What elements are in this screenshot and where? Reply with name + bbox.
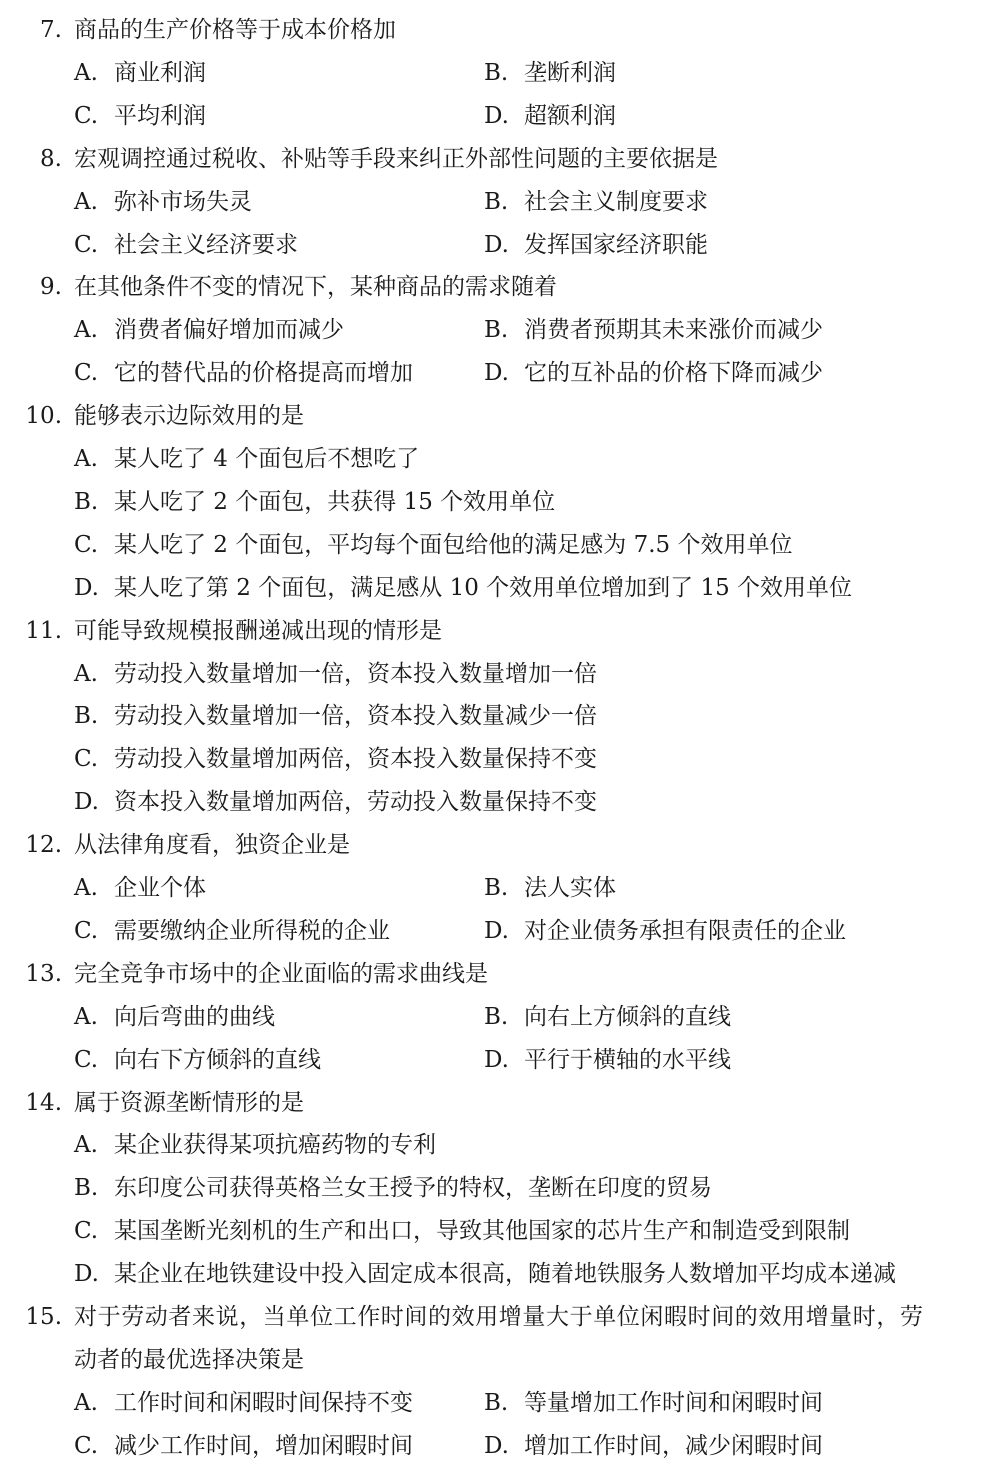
question-stem: 商品的生产价格等于成本价格加: [74, 17, 396, 43]
option-text: 工作时间和闲暇时间保持不变: [114, 1389, 413, 1416]
option-label: C.: [74, 102, 99, 129]
question-number: 10.: [25, 403, 62, 430]
option-b[interactable]: [484, 185, 708, 219]
option-c[interactable]: [74, 99, 206, 133]
option-d[interactable]: [74, 785, 597, 819]
question-stem: 完全竞争市场中的企业面临的需求曲线是: [74, 960, 488, 987]
option-label: B.: [484, 875, 509, 901]
option-text: 资本投入数量增加两倍，劳动投入数量保持不变: [114, 789, 597, 816]
option-text: 消费者偏好增加而减少: [114, 317, 344, 344]
option-text: 超额利润: [524, 102, 616, 129]
option-b[interactable]: [484, 313, 823, 347]
option-d[interactable]: [484, 356, 823, 390]
option-label: D.: [484, 1432, 509, 1459]
option-label: C.: [74, 360, 99, 387]
option-text: 消费者预期其未来涨价而减少: [524, 317, 823, 344]
option-c[interactable]: [74, 356, 413, 390]
option-text: 东印度公司获得英格兰女王授予的特权，垄断在印度的贸易: [114, 1175, 712, 1202]
option-text: 需要缴纳企业所得税的企业: [114, 917, 390, 944]
question-stem: 动者的最优选择决策是: [74, 1346, 304, 1373]
option-d[interactable]: [74, 1257, 896, 1291]
option-label: C.: [74, 231, 99, 258]
option-label: B.: [74, 703, 99, 730]
question-stem-line: [0, 957, 1000, 991]
option-b[interactable]: [74, 1171, 712, 1205]
option-label: B.: [484, 1389, 509, 1416]
option-label: A.: [74, 317, 98, 344]
question-stem-line: [0, 1086, 1000, 1120]
option-a[interactable]: [74, 185, 252, 219]
question-stem-line: [0, 828, 1000, 862]
option-label: D.: [484, 360, 509, 387]
option-label: C.: [74, 1046, 99, 1073]
question-stem: 能够表示边际效用的是: [74, 403, 304, 430]
option-label: B.: [484, 1003, 509, 1030]
question-stem-line: [0, 270, 1000, 304]
option-label: D.: [74, 1261, 99, 1288]
option-a[interactable]: [74, 313, 344, 347]
question-stem: 从法律角度看，独资企业是: [74, 832, 350, 859]
option-text: 向后弯曲的曲线: [114, 1003, 275, 1030]
option-b[interactable]: [484, 1386, 823, 1420]
option-text: 增加工作时间，减少闲暇时间: [524, 1432, 823, 1459]
option-b[interactable]: [484, 871, 616, 905]
option-a[interactable]: [74, 871, 206, 905]
option-label: D.: [484, 1046, 509, 1073]
option-text: 对企业债务承担有限责任的企业: [524, 917, 846, 944]
question-stem-line: [0, 399, 1000, 433]
option-label: A.: [74, 660, 98, 687]
option-label: A.: [74, 446, 98, 472]
option-text: 某企业在地铁建设中投入固定成本很高，随着地铁服务人数增加平均成本递减: [114, 1261, 896, 1288]
option-label: D.: [74, 789, 99, 816]
option-label: D.: [484, 917, 509, 944]
question-stem-line: [0, 1343, 1000, 1377]
option-text: 商业利润: [114, 59, 206, 86]
option-text: 企业个体: [114, 875, 206, 901]
question-number: 15.: [25, 1304, 62, 1330]
option-text: 劳动投入数量增加一倍，资本投入数量减少一倍: [114, 703, 597, 730]
option-label: D.: [484, 102, 509, 129]
question-number: 7.: [40, 17, 62, 43]
option-text: 法人实体: [524, 875, 616, 901]
option-b[interactable]: [484, 56, 616, 90]
option-label: B.: [74, 488, 99, 515]
option-text: 发挥国家经济职能: [524, 231, 708, 258]
option-label: A.: [74, 59, 98, 86]
option-label: D.: [74, 574, 99, 601]
option-label: A.: [74, 875, 98, 901]
option-label: A.: [74, 188, 98, 215]
option-label: C.: [74, 1432, 99, 1459]
question-stem-line: [0, 614, 1000, 648]
option-label: B.: [484, 59, 509, 86]
question-number: 9.: [40, 274, 62, 301]
option-text: 弥补市场失灵: [114, 188, 252, 215]
option-text: 向右下方倾斜的直线: [114, 1046, 321, 1073]
option-label: B.: [484, 317, 509, 344]
question-stem: 可能导致规模报酬递减出现的情形是: [74, 617, 442, 644]
option-text: 它的替代品的价格提高而增加: [114, 360, 413, 387]
option-label: A.: [74, 1389, 98, 1416]
option-text: 垄断利润: [524, 59, 616, 86]
option-text: 向右上方倾斜的直线: [524, 1003, 731, 1030]
option-a[interactable]: [74, 56, 206, 90]
option-c[interactable]: [74, 914, 390, 948]
option-text: 社会主义制度要求: [524, 188, 708, 215]
question-stem: 在其他条件不变的情况下，某种商品的需求随着: [74, 274, 557, 301]
question-number: 8.: [40, 145, 62, 172]
question-stem-line: [0, 13, 1000, 47]
option-c[interactable]: [74, 228, 298, 262]
option-c[interactable]: [74, 528, 792, 562]
option-c[interactable]: [74, 1043, 321, 1077]
option-text: 某人吃了 2 个面包，共获得 15 个效用单位: [114, 488, 556, 515]
option-a[interactable]: [74, 442, 419, 476]
question-number: 13.: [25, 960, 62, 987]
option-c[interactable]: [74, 1429, 413, 1463]
option-text: 社会主义经济要求: [114, 231, 298, 258]
option-d[interactable]: [484, 99, 616, 133]
option-label: B.: [74, 1175, 99, 1202]
option-text: 等量增加工作时间和闲暇时间: [524, 1389, 823, 1416]
option-text: 某国垄断光刻机的生产和出口，导致其他国家的芯片生产和制造受到限制: [114, 1218, 850, 1245]
option-b[interactable]: [74, 699, 597, 733]
option-text: 它的互补品的价格下降而减少: [524, 360, 823, 387]
question-stem-line: [0, 1300, 1000, 1334]
question-number: 11.: [25, 617, 62, 644]
option-text: 某人吃了 2 个面包，平均每个面包给他的满足感为 7.5 个效用单位: [114, 531, 793, 558]
question-number: 12.: [25, 832, 62, 859]
option-text: 减少工作时间，增加闲暇时间: [114, 1432, 413, 1459]
option-label: C.: [74, 746, 99, 773]
option-d[interactable]: [74, 571, 852, 605]
option-label: A.: [74, 1003, 98, 1030]
option-text: 某人吃了 4 个面包后不想吃了: [114, 446, 420, 472]
option-a[interactable]: [74, 657, 597, 691]
question-stem: 对于劳动者来说，当单位工作时间的效用增量大于单位闲暇时间的效用增量时，劳: [74, 1304, 924, 1330]
option-d[interactable]: [484, 1429, 823, 1463]
option-a[interactable]: [74, 1128, 436, 1162]
option-d[interactable]: [484, 914, 846, 948]
option-text: 劳动投入数量增加两倍，资本投入数量保持不变: [114, 746, 597, 773]
option-text: 平均利润: [114, 102, 206, 129]
question-stem-line: [0, 142, 1000, 176]
option-c[interactable]: [74, 742, 597, 776]
option-a[interactable]: [74, 1386, 413, 1420]
option-a[interactable]: [74, 1000, 275, 1034]
option-label: C.: [74, 1218, 99, 1245]
option-label: D.: [484, 231, 509, 258]
option-label: B.: [484, 188, 509, 215]
option-b[interactable]: [74, 485, 555, 519]
option-c[interactable]: [74, 1214, 850, 1248]
option-text: 平行于横轴的水平线: [524, 1046, 731, 1073]
question-stem: 宏观调控通过税收、补贴等手段来纠正外部性问题的主要依据是: [74, 145, 718, 172]
option-text: 某人吃了第 2 个面包，满足感从 10 个效用单位增加到了 15 个效用单位: [114, 574, 853, 601]
option-label: C.: [74, 531, 99, 558]
question-stem: 属于资源垄断情形的是: [74, 1089, 304, 1116]
option-text: 某企业获得某项抗癌药物的专利: [114, 1132, 436, 1159]
option-label: C.: [74, 917, 99, 944]
option-text: 劳动投入数量增加一倍，资本投入数量增加一倍: [114, 660, 597, 687]
option-d[interactable]: [484, 228, 708, 262]
option-b[interactable]: [484, 1000, 731, 1034]
question-number: 14.: [25, 1089, 62, 1116]
option-d[interactable]: [484, 1043, 731, 1077]
option-label: A.: [74, 1132, 98, 1159]
